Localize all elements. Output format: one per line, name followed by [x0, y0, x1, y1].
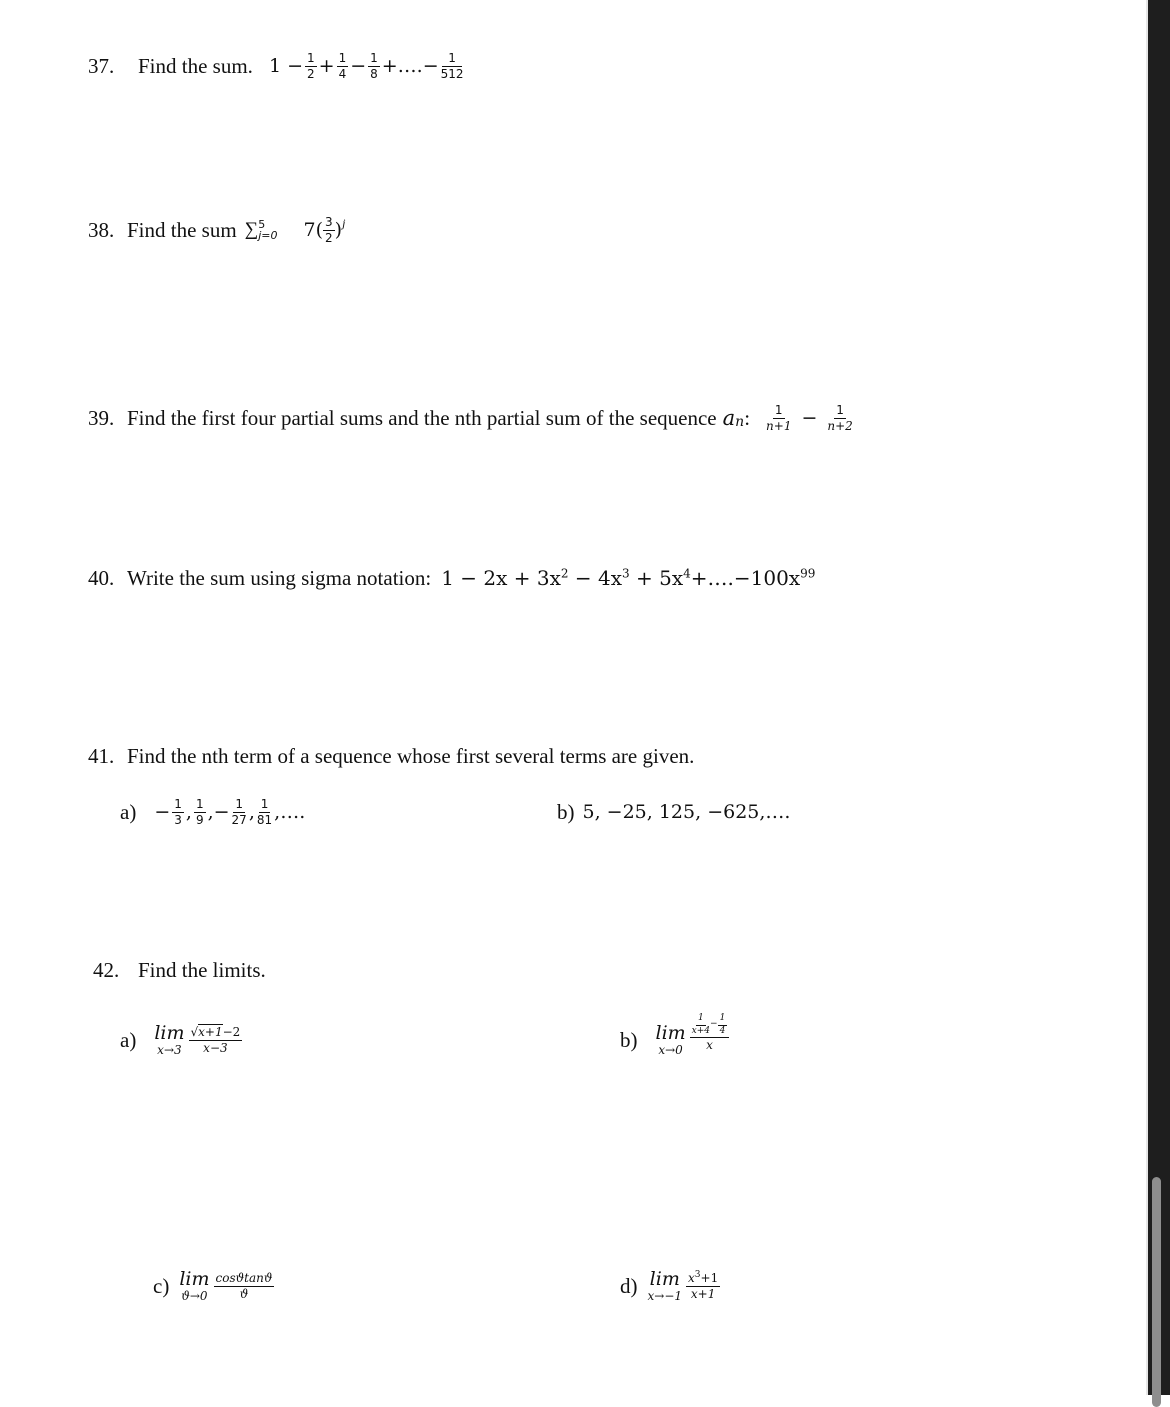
part-label: b) [620, 1027, 638, 1052]
sigma-lower: j=0 [258, 229, 278, 242]
limit-operator: lim ϑ→0 [179, 1267, 210, 1303]
fraction: $\frac{1}{x+4}$ − $\frac{1}{4}$ x [690, 1014, 730, 1051]
problem-41 [88, 736, 694, 776]
fraction: $\frac{1}{n+2}$ [827, 402, 853, 433]
limit-d [620, 1266, 722, 1306]
part-label: a) [120, 799, 137, 824]
fraction: $\frac{1}{3}$ [174, 796, 182, 827]
fraction: $\frac{√x+1-2}{x-3}$ [190, 1024, 241, 1055]
problem-42 [93, 950, 266, 990]
problem-text: Find the sum [127, 217, 237, 242]
fraction: $\frac{3}{2}$ [325, 214, 333, 245]
problem-number: 38. [88, 217, 115, 242]
part-label: c) [153, 1273, 170, 1298]
math-expression: $1 - 2x + 3x^2 - 4x^3$ + $5x^4+\dots.-100x^{99}$ [441, 566, 816, 590]
problem-text: Find the first four partial sums and the nth partial sum of the sequence [127, 405, 717, 430]
fraction: $\frac{1}{512}$ [440, 50, 464, 81]
fraction: $\frac{1}{27}$ [231, 796, 247, 827]
problem-number: 40. [88, 565, 115, 590]
math-op: − [801, 407, 818, 429]
sigma-symbol: ∑ [244, 219, 259, 240]
problem-number: 37. [88, 53, 115, 78]
limit-b [620, 1013, 731, 1060]
limit-c [153, 1266, 276, 1306]
limit-a [120, 1020, 244, 1060]
problem-text: Find the limits. [138, 957, 266, 982]
problem-number: 39. [88, 405, 115, 430]
problem-37 [88, 46, 466, 86]
fraction: $\frac{\cos ϑ\tan ϑ}{ϑ}$ [215, 1270, 273, 1301]
fraction: $\frac{1}{9}$ [195, 796, 204, 827]
sigma-upper: 5 [258, 218, 266, 231]
math-op: − [422, 55, 439, 77]
math-expression: 5, −25, 125, −625,…. [582, 801, 791, 823]
problem-41a [120, 792, 305, 832]
exponent: j [342, 216, 346, 230]
limit-operator: lim x→3 [154, 1021, 185, 1057]
math-op: + [318, 55, 335, 77]
fraction: $\frac{1}{2}$ [307, 50, 315, 81]
fraction: $\frac{1}{4}$ [338, 50, 347, 81]
math-op: − [154, 801, 171, 823]
problem-39 [88, 398, 855, 438]
part-label: a) [120, 1027, 137, 1052]
part-label: b) [557, 799, 575, 824]
subscript: n [735, 414, 745, 430]
math-term: a [722, 406, 736, 430]
math-op: ,− [207, 801, 230, 823]
problem-number: 42. [93, 957, 120, 982]
limit-operator: lim x→−1 [647, 1267, 683, 1303]
math-term: 7( [303, 219, 324, 241]
problem-text: Find the nth term of a sequence whose first several terms are given. [127, 743, 695, 768]
scrollbar-thumb[interactable] [1152, 1177, 1161, 1407]
problem-text: Find the sum. [138, 53, 253, 78]
math-op: ,…. [274, 801, 306, 823]
limit-operator: lim x→0 [655, 1021, 686, 1057]
fraction: $\frac{1}{8}$ [370, 50, 378, 81]
fraction: $\frac{1}{81}$ [256, 796, 273, 827]
part-label: d) [620, 1273, 638, 1298]
problem-38 [88, 210, 345, 250]
colon: : [744, 405, 751, 430]
fraction: $\frac{x^3+1}{x+1}$ [688, 1270, 719, 1301]
math-op: − [350, 55, 367, 77]
math-op: , [185, 801, 192, 823]
math-op: +…. [381, 55, 423, 77]
fraction: $\frac{1}{n+1}$ [766, 402, 792, 433]
problem-text: Write the sum using sigma notation: [127, 565, 432, 590]
problem-number: 41. [88, 743, 115, 768]
math-term: 1 − [268, 55, 303, 77]
math-term: ) [334, 219, 343, 241]
problem-41b [557, 792, 790, 832]
math-op: , [248, 801, 255, 823]
problem-40 [88, 558, 815, 598]
